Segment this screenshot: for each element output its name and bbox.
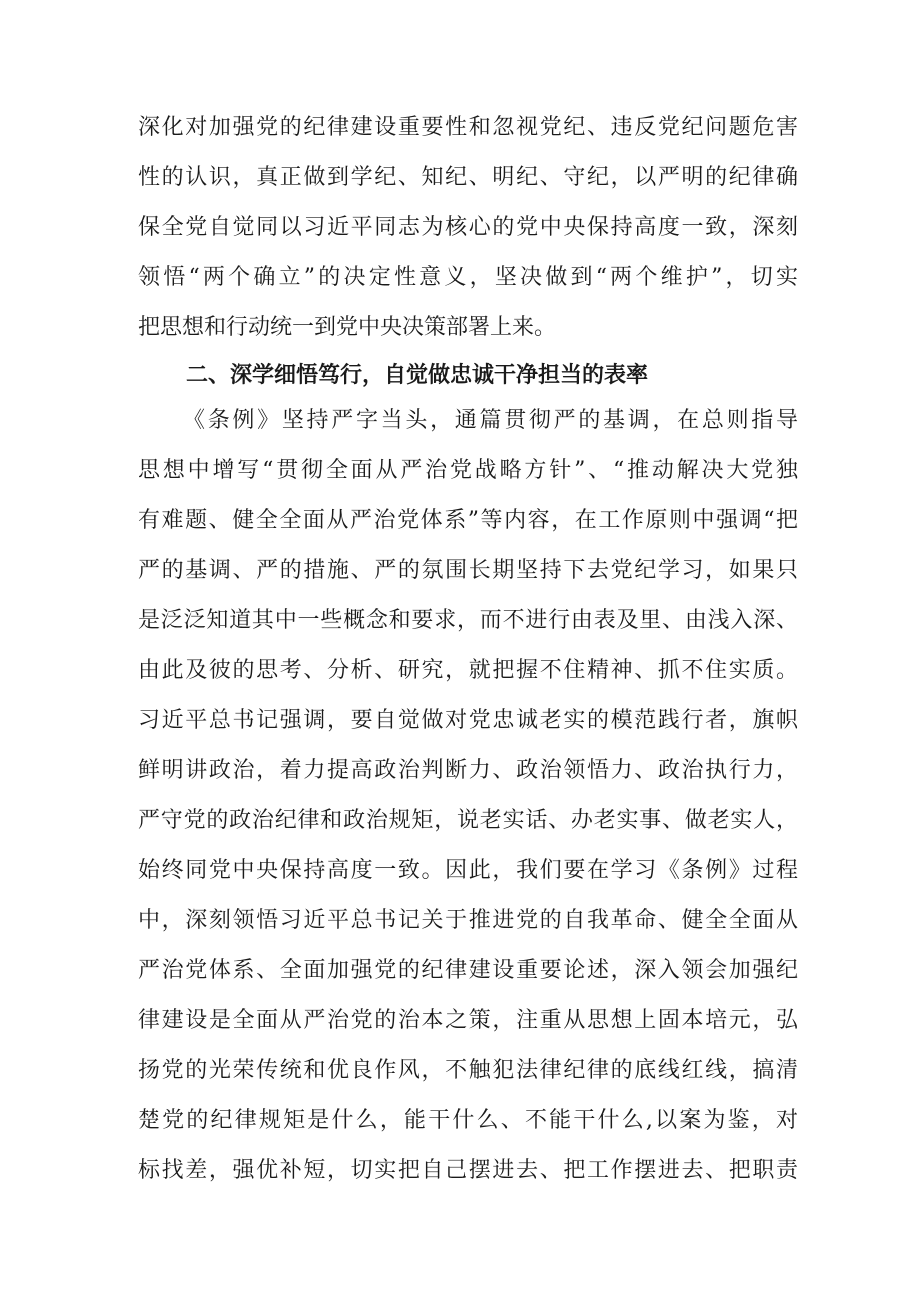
paragraph-line: 由此及彼的思考、分析、研究，就把握不住精神、抓不住实质。 (138, 658, 798, 683)
paragraph-line: 中，深刻领悟习近平总书记关于推进党的自我革命、健全全面从 (138, 908, 798, 933)
paragraph-line: 有难题、健全全面从严治党体系”等内容，在工作原则中强调“把 (138, 508, 798, 533)
paragraph-line: 严的基调、严的措施、严的氛围长期坚持下去党纪学习，如果只 (138, 558, 798, 583)
paragraph-line: 严守党的政治纪律和政治规矩，说老实话、办老实事、做老实人， (138, 808, 798, 833)
paragraph-line: 严治党体系、全面加强党的纪律建设重要论述，深入领会加强纪 (138, 958, 798, 983)
paragraph-line: 性的认识，真正做到学纪、知纪、明纪、守纪，以严明的纪律确 (138, 165, 798, 190)
paragraph-line: 思想中增写“贯彻全面从严治党战略方针”、“推动解决大党独 (138, 458, 798, 483)
paragraph-line: 扬党的光荣传统和优良作风，不触犯法律纪律的底线红线，搞清 (138, 1058, 798, 1083)
paragraph-line: 始终同党中央保持高度一致。因此，我们要在学习《条例》过程 (138, 858, 798, 883)
section-heading: 二、深学细悟笃行，自觉做忠诚干净担当的表率 (186, 363, 649, 388)
paragraph-line: 保全党自觉同以习近平同志为核心的党中央保持高度一致，深刻 (138, 215, 798, 240)
paragraph-line: 楚党的纪律规矩是什么，能干什么、不能干什么,以案为鉴，对 (138, 1108, 798, 1133)
paragraph-line: 是泛泛知道其中一些概念和要求，而不进行由表及里、由浅入深、 (138, 608, 798, 633)
paragraph-line: 鲜明讲政治，着力提高政治判断力、政治领悟力、政治执行力， (138, 758, 798, 783)
paragraph-line: 深化对加强党的纪律建设重要性和忽视党纪、违反党纪问题危害 (138, 115, 798, 140)
paragraph-line: 律建设是全面从严治党的治本之策，注重从思想上固本培元，弘 (138, 1008, 798, 1033)
paragraph-line: 把思想和行动统一到党中央决策部署上来。 (138, 315, 557, 340)
paragraph-line: 《条例》坚持严字当头，通篇贯彻严的基调，在总则指导 (183, 408, 798, 433)
paragraph-line: 标找差，强优补短，切实把自己摆进去、把工作摆进去、把职责 (138, 1158, 798, 1183)
paragraph-line: 领悟“两个确立”的决定性意义，坚决做到“两个维护”，切实 (138, 265, 798, 290)
paragraph-line: 习近平总书记强调，要自觉做对党忠诚老实的模范践行者，旗帜 (138, 708, 798, 733)
